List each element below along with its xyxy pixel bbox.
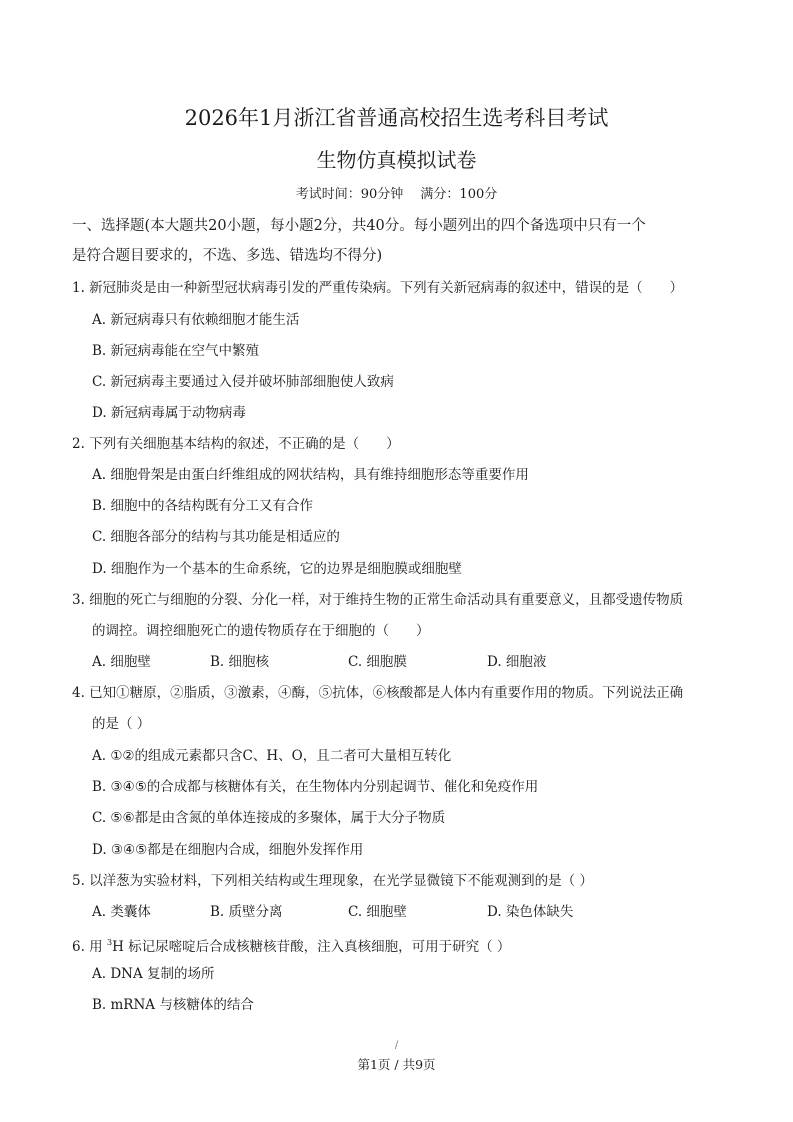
- question-2-option-d: D. 细胞作为一个基本的生命系统，它的边界是细胞膜或细胞壁: [92, 561, 462, 577]
- section-heading-line1: 一、选择题(本大题共20小题，每小题2分，共40分。每小题列出的四个备选项中只有一个: [72, 218, 646, 234]
- isotope-superscript: 3: [106, 938, 113, 947]
- question-6-option-b: B. mRNA 与核糖体的结合: [92, 997, 254, 1013]
- question-2-option-c: C. 细胞各部分的结构与其功能是相适应的: [92, 529, 340, 545]
- exam-subtitle: 生物仿真模拟试卷: [316, 148, 477, 172]
- footer-slash: /: [394, 1040, 399, 1051]
- exam-info: 考试时间：90分钟 满分：100分: [295, 187, 498, 202]
- question-3-stem: 3. 细胞的死亡与细胞的分裂、分化一样，对于维持生物的正常生命活动具有重要意义，且都受遗传物质: [72, 592, 684, 608]
- question-3-stem-cont: 的调控。调控细胞死亡的遗传物质存在于细胞的（ ）: [92, 623, 430, 639]
- section-heading-line2: 是符合题目要求的，不选、多选、错选均不得分): [72, 248, 383, 264]
- question-5-stem: 5. 以洋葱为实验材料，下列相关结构或生理现象，在光学显微镜下不能观测到的是（ ）: [72, 873, 593, 889]
- question-1-option-a: A. 新冠病毒只有依赖细胞才能生活: [92, 312, 300, 328]
- question-1-option-d: D. 新冠病毒属于动物病毒: [92, 405, 246, 421]
- question-2-stem: 2. 下列有关细胞基本结构的叙述，不正确的是（ ）: [72, 436, 400, 452]
- question-6-stem: [72, 933, 510, 957]
- question-4-stem-cont: 的是（ ）: [92, 716, 151, 732]
- question-6-text: H 标记尿嘧啶后合成核糖核苷酸，注入真核细胞，可用于研究（ ）: [112, 939, 511, 955]
- question-5-option-b: B. 质壁分离: [210, 904, 283, 920]
- question-6-number: 6. 用: [72, 939, 107, 955]
- page-number: 第1页 / 共9页: [357, 1057, 436, 1072]
- question-6-option-a: A. DNA 复制的场所: [92, 966, 215, 982]
- question-1-stem: 1. 新冠肺炎是由一种新型冠状病毒引发的严重传染病。下列有关新冠病毒的叙述中，错误的是（ ）: [72, 280, 684, 296]
- question-4-option-a: A. ①②的组成元素都只含C、H、O，且二者可大量相互转化: [92, 748, 452, 764]
- question-2-option-b: B. 细胞中的各结构既有分工又有合作: [92, 498, 314, 514]
- question-4-stem: 4. 已知①糖原，②脂质，③激素，④酶，⑤抗体，⑥核酸都是人体内有重要作用的物质。下列说法正确: [72, 685, 684, 701]
- question-4-option-d: D. ③④⑤都是在细胞内合成，细胞外发挥作用: [92, 842, 364, 858]
- question-5-option-d: D. 染色体缺失: [487, 904, 574, 920]
- question-1-option-c: C. 新冠病毒主要通过入侵并破坏肺部细胞使人致病: [92, 374, 394, 390]
- question-3-option-c: C. 细胞膜: [348, 654, 407, 670]
- question-3-option-a: A. 细胞壁: [92, 654, 151, 670]
- question-3-option-d: D. 细胞液: [487, 654, 547, 670]
- question-5-option-c: C. 细胞壁: [348, 904, 407, 920]
- question-2-option-a: A. 细胞骨架是由蛋白纤维组成的网状结构，具有维持细胞形态等重要作用: [92, 467, 529, 483]
- exam-title: 2026年1月浙江省普通高校招生选考科目考试: [184, 106, 609, 130]
- question-4-option-c: C. ⑤⑥都是由含氮的单体连接成的多聚体，属于大分子物质: [92, 810, 446, 826]
- question-1-option-b: B. 新冠病毒能在空气中繁殖: [92, 343, 260, 359]
- question-5-option-a: A. 类囊体: [92, 904, 151, 920]
- question-3-option-b: B. 细胞核: [210, 654, 270, 670]
- question-4-option-b: B. ③④⑤的合成都与核糖体有关，在生物体内分别起调节、催化和免疫作用: [92, 779, 539, 795]
